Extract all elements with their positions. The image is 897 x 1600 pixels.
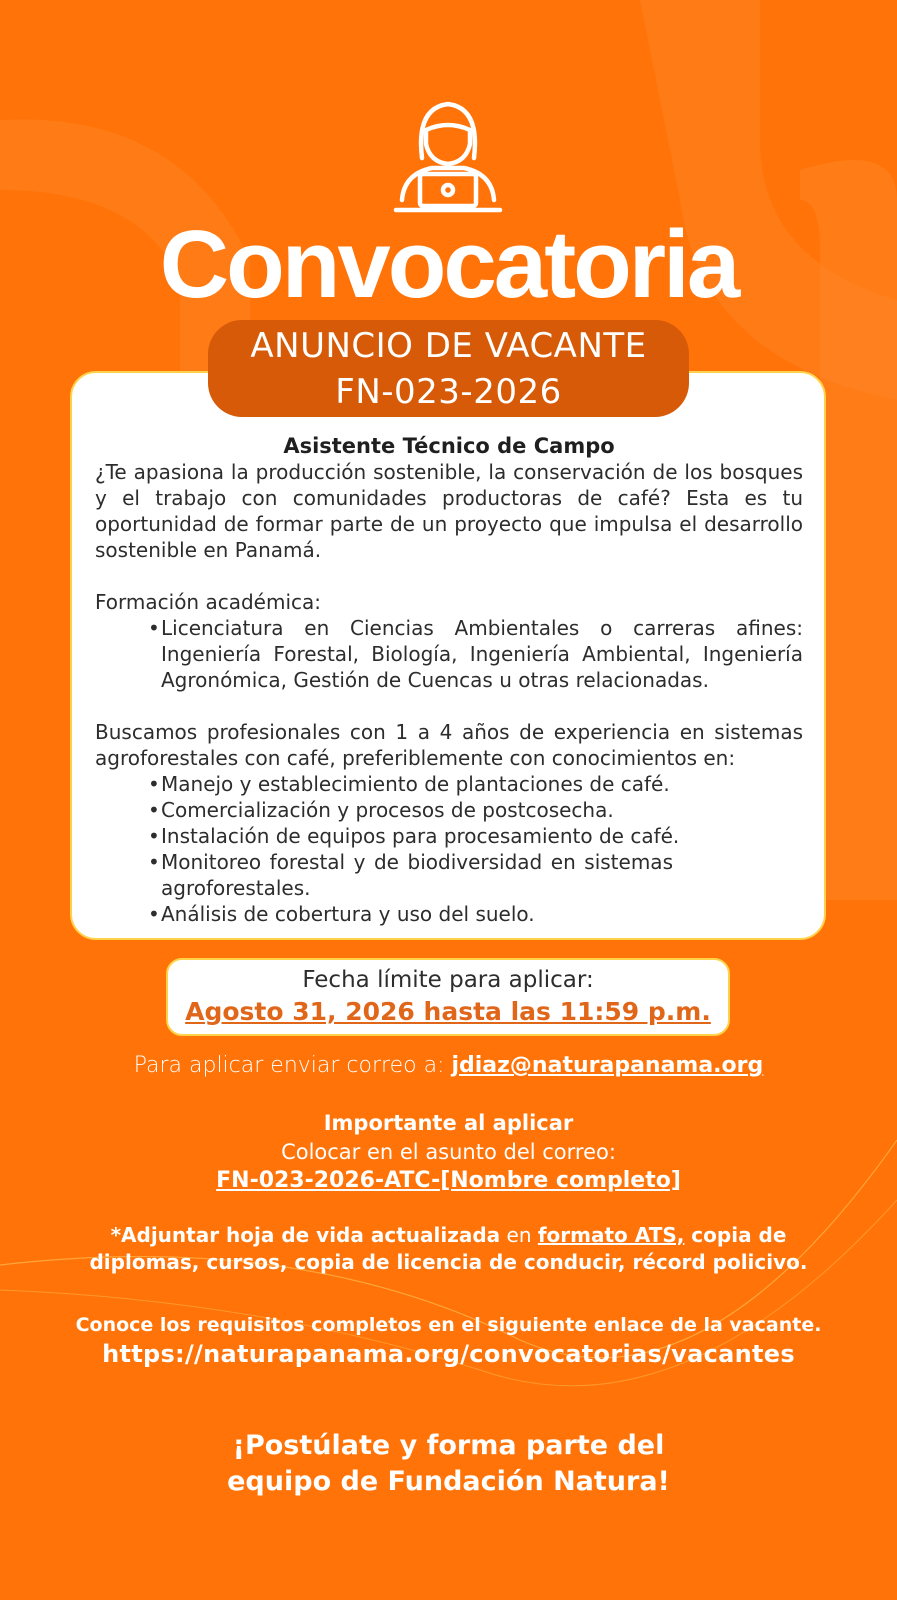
job-title: Asistente Técnico de Campo [283,434,615,458]
job-intro: ¿Te apasiona la producción sostenible, la conservación de los bosques y el trabajo con comunidades productoras de café? Esta es tu oportunidad de formar parte de un proyecto que impulsa el desarrollo sostenible en Panamá. [95,460,803,562]
deadline-value: Agosto 31, 2026 hasta las 11:59 p.m. [185,997,711,1026]
list-item: • Monitoreo forestal y de biodiversidad en sistemas agroforestales. [148,849,803,901]
experience-intro: Buscamos profesionales con 1 a 4 años de experiencia en sistemas agroforestales con café, preferiblemente con conocimientos en: [95,720,803,770]
subject-label: Colocar en el asunto del correo: [281,1140,616,1164]
vacancy-label: ANUNCIO DE VACANTE [250,326,647,366]
deadline-label: Fecha límite para aplicar: [302,967,594,993]
attach-part1: *Adjuntar hoja de vida actualizada [110,1223,501,1247]
vacancy-pill [208,320,689,417]
list-item: • Instalación de equipos para procesamiento de café. [148,823,803,849]
page-title: Convocatoria [159,211,738,318]
experience-list [95,771,803,927]
job-card-content [95,433,803,927]
important-title: Importante al aplicar [323,1111,574,1135]
list-item: • Análisis de cobertura y uso del suelo. [148,901,803,927]
attachment-note [0,1222,897,1276]
requirements-text: Conoce los requisitos completos en el siguiente enlace de la vacante. [75,1314,822,1336]
attach-part4: copia de [684,1223,787,1247]
attach-ats-format: formato ATS, [537,1223,685,1247]
list-item: • Manejo y establecimiento de plantaciones de café. [148,771,803,797]
closing-line1: ¡Postúlate y forma parte del [232,1430,665,1461]
vacancies-url-link[interactable]: https://naturapanama.org/convocatorias/vacantes [102,1340,795,1368]
education-label: Formación académica: [95,590,321,614]
apply-label: Para aplicar enviar correo a: [133,1053,452,1078]
list-item: • Licenciatura en Ciencias Ambientales o carreras afines: Ingeniería Forestal, Biología, Ingeniería Ambiental, Ingeniería Agronómica, Gestión de Cuencas u otras relacionadas. [148,615,803,693]
list-item: • Comercialización y procesos de postcosecha. [148,797,803,823]
subject-value: FN-023-2026-ATC-[Nombre completo] [216,1168,681,1193]
attach-part2: en [500,1223,538,1247]
deadline-box [166,958,730,1036]
attach-line2: diplomas, cursos, copia de licencia de conducir, récord policivo. [89,1250,808,1274]
apply-email-link[interactable]: jdiaz@naturapanama.org [451,1053,764,1078]
person-laptop-icon [392,100,504,218]
closing-message [0,1428,897,1500]
apply-line [0,1051,897,1081]
closing-line2: equipo de Fundación Natura! [227,1466,670,1497]
vacancy-code: FN-023-2026 [335,372,562,412]
education-list [95,615,803,693]
